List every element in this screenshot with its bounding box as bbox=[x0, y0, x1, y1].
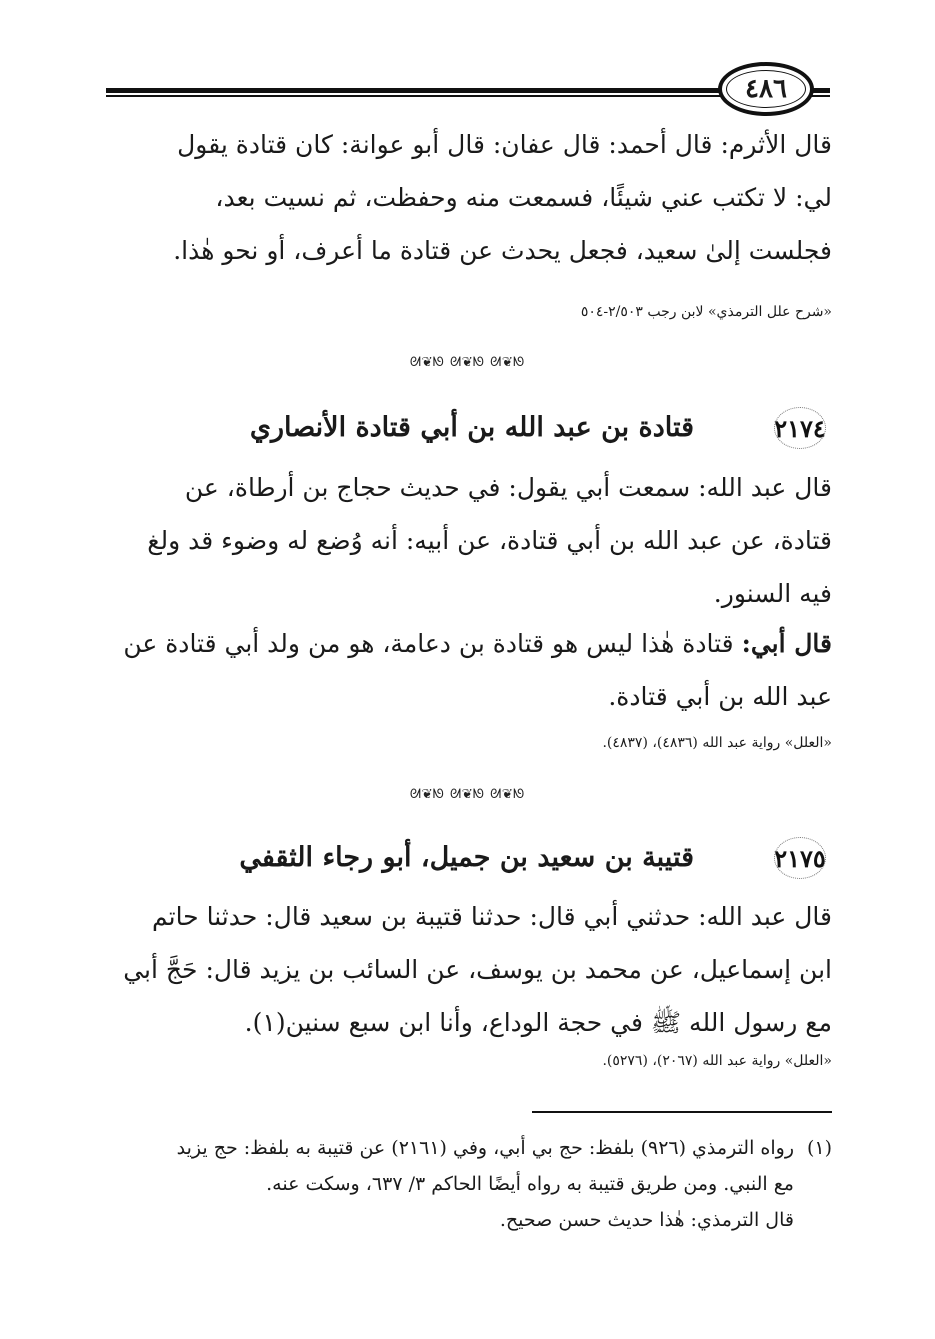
top-source bbox=[106, 302, 832, 322]
footnote-line: مع النبي. ومن طريق قتيبة به رواه أيضًا الحاكم ٣/ ٦٣٧، وسكت عنه. bbox=[266, 1173, 794, 1195]
section-ornament: ᘛ❦ᘚ ᘛ❦ᘚ ᘛ❦ᘚ bbox=[409, 787, 526, 802]
entry-line: عبد الله بن أبي قتادة. bbox=[608, 682, 832, 711]
source-citation: «العلل» رواية عبد الله (٤٨٣٦)، (٤٨٣٧). bbox=[602, 735, 832, 751]
entry-line bbox=[106, 617, 832, 670]
entry-line: فيه السنور. bbox=[713, 579, 832, 608]
entry-line: قتادة، عن عبد الله بن أبي قتادة، عن أبيه: أنه وُضع له وضوء قد ولغ bbox=[147, 526, 832, 555]
entry-line-rest: قتادة هٰذا ليس هو قتادة بن دعامة، هو من ولد أبي قتادة عن bbox=[123, 629, 734, 658]
speaker-label: قال أبي: bbox=[741, 629, 832, 658]
entry-2175-body bbox=[106, 890, 832, 1049]
footnote-line: قال الترمذي: هٰذا حديث حسن صحيح. bbox=[499, 1209, 794, 1231]
entry-line: مع رسول الله ﷺ في حجة الوداع، وأنا ابن سبع سنين(١). bbox=[244, 1008, 832, 1037]
source-citation: «العلل» رواية عبد الله (٢٠٦٧)، (٥٢٧٦). bbox=[602, 1053, 832, 1069]
entry-number-badge: ٢١٧٤ bbox=[768, 405, 832, 451]
entry-2175-source bbox=[106, 1051, 832, 1071]
entry-2174-source bbox=[106, 733, 832, 753]
entry-line: ابن إسماعيل، عن محمد بن يوسف، عن السائب بن يزيد قال: حَجَّ أبي bbox=[123, 955, 832, 984]
entry-number-badge: ٢١٧٥ bbox=[768, 835, 832, 881]
entry-2174-body bbox=[106, 461, 832, 620]
footnote-marker: (١) bbox=[806, 1137, 832, 1159]
entry-line: قال عبد الله: سمعت أبي يقول: في حديث حجاج بن أرطاة، عن bbox=[184, 473, 832, 502]
section-ornament: ᘛ❦ᘚ ᘛ❦ᘚ ᘛ❦ᘚ bbox=[409, 355, 526, 370]
entry-title: قتادة بن عبد الله بن أبي قتادة الأنصاري bbox=[249, 412, 694, 443]
top-line-2: لي: لا تكتب عني شيئًا، فسمعت منه وحفظت، ثم نسيت بعد، bbox=[215, 183, 832, 212]
footnote-rule bbox=[532, 1111, 832, 1113]
page-number-medallion bbox=[718, 62, 814, 116]
top-section bbox=[106, 118, 832, 277]
entry-title: قتيبة بن سعيد بن جميل، أبو رجاء الثقفي bbox=[239, 842, 694, 873]
entry-line: قال عبد الله: حدثني أبي قال: حدثنا قتيبة بن سعيد قال: حدثنا حاتم bbox=[151, 902, 832, 931]
top-line-1: قال الأثرم: قال أحمد: قال عفان: قال أبو عوانة: كان قتادة يقول bbox=[177, 130, 832, 159]
source-citation: «شرح علل الترمذي» لابن رجب ٢/٥٠٣-٥٠٤ bbox=[580, 304, 832, 320]
entry-heading-2174 bbox=[106, 405, 832, 451]
page-number: ٤٨٦ bbox=[745, 74, 787, 104]
footnote-line: (١)رواه الترمذي (٩٢٦) بلفظ: حج بي أبي، وفي (٢١٦١) عن قتيبة به بلفظ: حج يزيد bbox=[106, 1130, 832, 1166]
entry-2174-paragraph-2 bbox=[106, 617, 832, 723]
top-line-3: فجلست إلىٰ سعيد، فجعل يحدث عن قتادة ما أعرف، أو نحو هٰذا. bbox=[173, 236, 832, 265]
entry-heading-2175 bbox=[106, 835, 832, 881]
footnotes bbox=[106, 1130, 832, 1238]
